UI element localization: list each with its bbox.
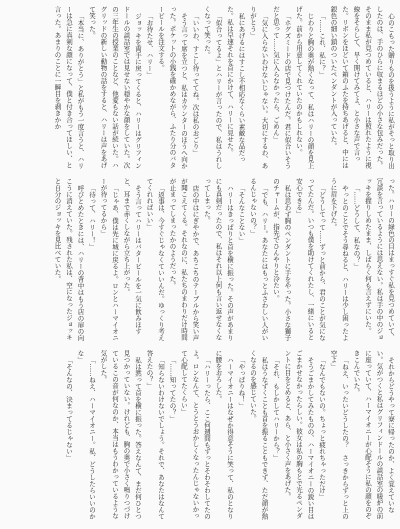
- paragraph: そう言って席を立つと、私はカウンターのほうへ向かった。ポケットの小銭を確かめながら、ふたり分のバタービールを注文する。: [157, 6, 188, 169]
- paragraph: 「……ねえ、ハーマイオニー。私、どうしたらいいのかな」: [76, 350, 96, 519]
- paragraph: 「いいわ、すこし待っててね。次は私のおごり」: [191, 12, 200, 156]
- paragraph: 「ホグズミードの店で見つけたんだ。君に似合いそうだと思って……気に入らなかったら、ごめん」: [272, 6, 292, 169]
- paragraph: ジョッキを両手に戻ってくると、ハリーはグリフィンドールの談話室では見せない穏やかな顔をしていた。次の三年生の授業のことなど、他愛もない話が続いた。ハグリッドの新しい動物の話をすると、ハリーは声をあげて笑った。: [88, 6, 142, 169]
- paragraph: ハリーはきっぱりと首を横に振った。その声があまりにも真剣だったので、私はそれ以上何も言い返せなくなってしまった。: [203, 178, 234, 341]
- paragraph: 「そんなの、決まってるじゃない」: [65, 356, 73, 461]
- paragraph: った。ハリーの緑色の目はまっすぐ私を見つめていて、冗談を言っているようには思えない。私は手の中のジョッキを握りしめたまま、しばらく何も言えずにいた。: [364, 178, 395, 341]
- paragraph: 「どうしてって……ずっと前から、君のことが気になってたんだ。いつも僕を助けてくれたし、一緒にいると安心できる」: [295, 178, 326, 341]
- paragraph: 「……これ、私に？」: [318, 12, 326, 78]
- paragraph: そうごまかしてみたものの、ハーマイオニーの鋭い目はごまかせなかったらしい。彼女は私の胸もとで光るペンダントに目をとめると、あら、と小さく声をあげた。: [283, 350, 315, 519]
- paragraph: 私はうなずくことも首を振ることもできず、ただ顔が熱くなるのを感じていた。: [249, 350, 269, 519]
- paragraph: 「ハリーったら、ここ何週間もずっとそわそわしてたのよ。ロンなんて、とうとうおかしくなったんじゃないかって心配してたくらい」: [180, 350, 211, 519]
- paragraph: 「やっぱりね！」: [237, 356, 246, 409]
- paragraph: 「そんなことない」: [237, 184, 246, 243]
- paragraph: 「なんでもないの。ちょっと疲れちゃっただけ」: [318, 356, 326, 500]
- paragraph: 私は黙って首を横に振った。答えなんて、まだ何ひとつ見つかっていない。けれども、胸の奥で小さく鳴りつづけているこの音が何なのか、本当はもうわかっているような気がした。: [99, 350, 142, 519]
- paragraph: ハーマイオニーはなぜか得意そうに笑って、私のとなりに腰をおろした。: [214, 350, 234, 519]
- text-tier-bottom: [16, 350, 396, 523]
- paragraph: 「待って、ハリー！」: [88, 184, 96, 250]
- paragraph: 「ねえ、いったいどうしたの？ さっきからずっと上の空よ」: [329, 350, 349, 519]
- text-tier-middle: [16, 178, 396, 343]
- paragraph: 「じゃあ、僕は先に城に戻るよ。ロンとハーマイオニーが待ってるから」: [99, 178, 119, 341]
- paragraph: 呼びとめたときには、ハリーの背中はもう店の扉の向こうに消えていた。残された私は、空になったジョッキと自分のジョッキを見比べていた。: [53, 178, 85, 341]
- paragraph: 「……知ってたの？」: [168, 356, 177, 422]
- paragraph: 「知らないわけないでしょう。それで、あなたはなんて答えたの？」: [145, 350, 165, 519]
- paragraph: 店の中はにぎやかで、あちこちのテーブルから笑い声が聞こえてくる。それなのに、私たちのまわりだけ時間が止まってしまったかのようだった。: [168, 178, 200, 341]
- paragraph: 私にあげるにはすこし不相応なくらい素敵な品だった。私は早速それを首にかけて、ハリーに見せた。: [226, 6, 246, 162]
- paragraph: 私は思わず胸のペンダントに手をやった。小さな獅子のチャームが、指先でひんやりと冷たい。: [272, 178, 292, 341]
- text-tier-top: [16, 6, 396, 171]
- paragraph: 心のこもった贈りものを扱うように私がそっと取り出したのは、手のひらに収まるほどの小さな包みだった。そのまま私が見つめていると、ハリーは照れたように視線をそらして、早く開けてみてよ、と小さな声で言った。リボンをほどいて箱のふたを持ちあげると、中には銀色の細い鎖のついたペンダントが入っていた。: [329, 6, 395, 169]
- paragraph: 「本当に、ありがとう」と私がもう一度言うと、ハリーは急に真剣な顔になって、僕と付き合ってほしい、と言った。あまりのことに一瞬目を剥きかか: [53, 6, 85, 169]
- paragraph: やっとのことでそう尋ねると、ハリーは少し困ったように眉を下げた。: [329, 178, 349, 341]
- paragraph: 「返事は、今すぐじゃなくていいんだ。ゆっくり考えてくれればいい」: [145, 178, 165, 341]
- paragraph: 「似合ってるよ」とハリーが言ったので、私はうれしくなって笑った。: [203, 6, 223, 169]
- paragraph: 「それ、もしかしてハリーから？」: [272, 356, 280, 461]
- paragraph: 「でも、ハリー。あなたにはもっとふさわしい人がいるんじゃないの？」: [249, 178, 269, 341]
- paragraph: それからどうやって寮に帰ったのか、よく覚えていない。気がつくと私はグリフィンドールの談話室の暖炉の前に座っていて、ハーマイオニーが心配そうに私の顔をのぞきこんでいた。: [352, 350, 395, 519]
- paragraph: じわりと胸の奥が熱くなって、私はハリーの顔を見上げた。前から用意してくれていたのかもしれない。: [295, 6, 315, 169]
- paragraph: 「お待たせ、ハリー」: [145, 12, 154, 78]
- paragraph: そう言ってハリーはバタービールを一気に飲みほすと、耳まで赤くしながら立ち上がった。: [122, 178, 142, 334]
- paragraph: 「……どうして、私なの？」: [352, 184, 361, 269]
- paragraph: 「気に入らないわけないじゃない。大切にするわ、ありがとう」: [249, 6, 269, 169]
